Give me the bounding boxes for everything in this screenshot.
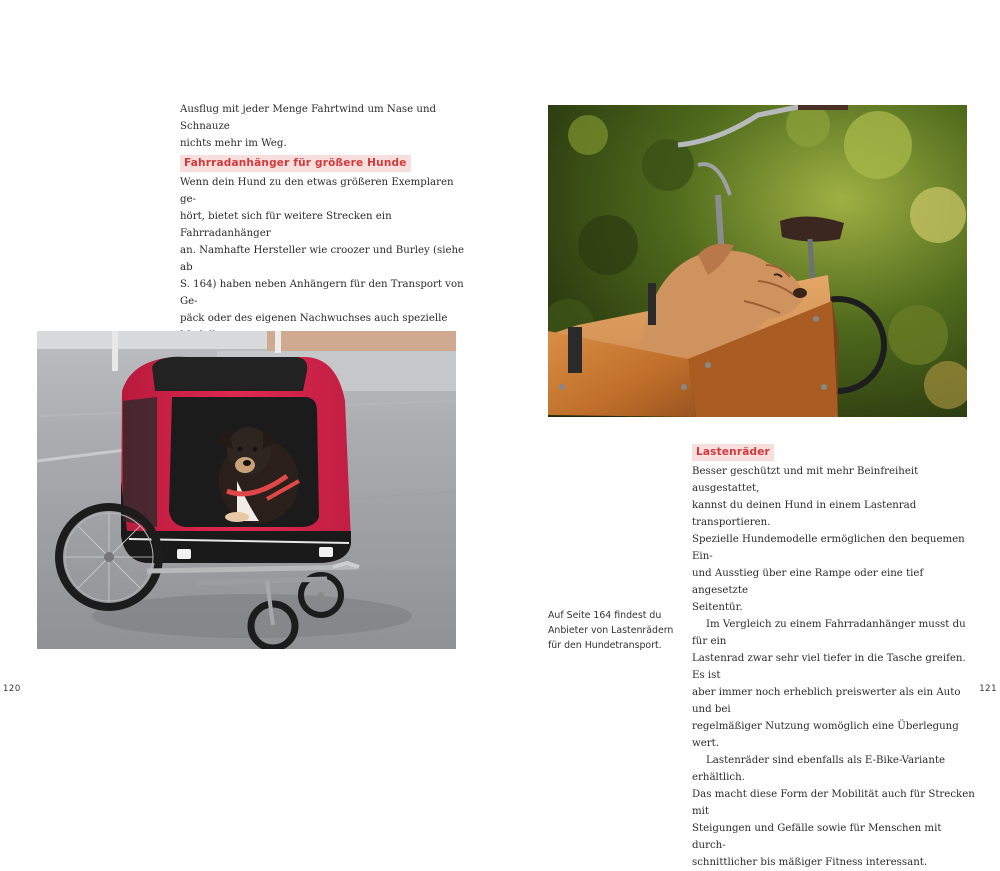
left-page	[0, 0, 500, 800]
page-number-right: 121	[979, 684, 997, 694]
body-line: Lastenräder sind ebenfalls als E-Bike-Variante erhältlich.	[692, 755, 946, 783]
body-line: Im Vergleich zu einem Fahrradanhänger musst du für ein	[692, 619, 966, 647]
body-line: regelmäßiger Nutzung womöglich eine Überlegung wert.	[692, 721, 959, 749]
body-line: und Ausstieg über eine Rampe oder eine tief angesetzte	[692, 568, 924, 596]
body-line: schnittlicher bis mäßiger Fitness interessant.	[692, 857, 928, 868]
page-number-left: 120	[3, 684, 21, 694]
body-line: Seitentür.	[692, 602, 743, 613]
body-line: Das macht diese Form der Mobilität auch für Strecken mit	[692, 789, 975, 817]
section-heading-trailer: Fahrradanhänger für größere Hunde	[180, 155, 411, 172]
caption-line: Anbieter von Lastenrädern	[548, 625, 674, 636]
body-line: S. 164) haben neben Anhängern für den Transport von Ge-	[180, 279, 464, 307]
right-page	[500, 0, 1000, 868]
cargo-body-text	[692, 463, 977, 871]
margin-caption	[548, 608, 688, 653]
body-line: aber immer noch erheblich preiswerter als ein Auto und bei	[692, 687, 961, 715]
intro-line: Ausflug mit jeder Menge Fahrtwind um Nase und Schnauze	[180, 104, 437, 132]
body-line: päck oder des eigenen Nachwuchses auch spezielle	[180, 313, 448, 324]
body-line: hört, bietet sich für weitere Strecken ein Fahrradanhänger	[180, 211, 392, 239]
body-line: Lastenrad zwar sehr viel tiefer in die Tasche greifen. Es ist	[692, 653, 966, 681]
caption-line: für den Hundetransport.	[548, 640, 662, 651]
dog-in-bike-trailer-photo	[37, 331, 456, 649]
body-line: Steigungen und Gefälle sowie für Menschen mit durch-	[692, 823, 942, 851]
caption-line: Auf Seite 164 findest du	[548, 610, 662, 621]
intro-line: nichts mehr im Weg.	[180, 138, 287, 149]
body-line: kannst du deinen Hund in einem Lastenrad transportieren.	[692, 500, 917, 528]
section-heading-cargo-bikes: Lastenräder	[692, 444, 774, 461]
body-line: Spezielle Hundemodelle ermöglichen den bequemen Ein-	[692, 534, 965, 562]
intro-text	[180, 101, 470, 152]
body-line: Besser geschützt und mit mehr Beinfreiheit ausgestattet,	[692, 466, 919, 494]
dog-in-cargo-bike-photo	[548, 105, 967, 417]
body-line: an. Namhafte Hersteller wie croozer und Burley (siehe ab	[180, 245, 465, 273]
body-line: Wenn dein Hund zu den etwas größeren Exemplaren ge-	[180, 177, 454, 205]
